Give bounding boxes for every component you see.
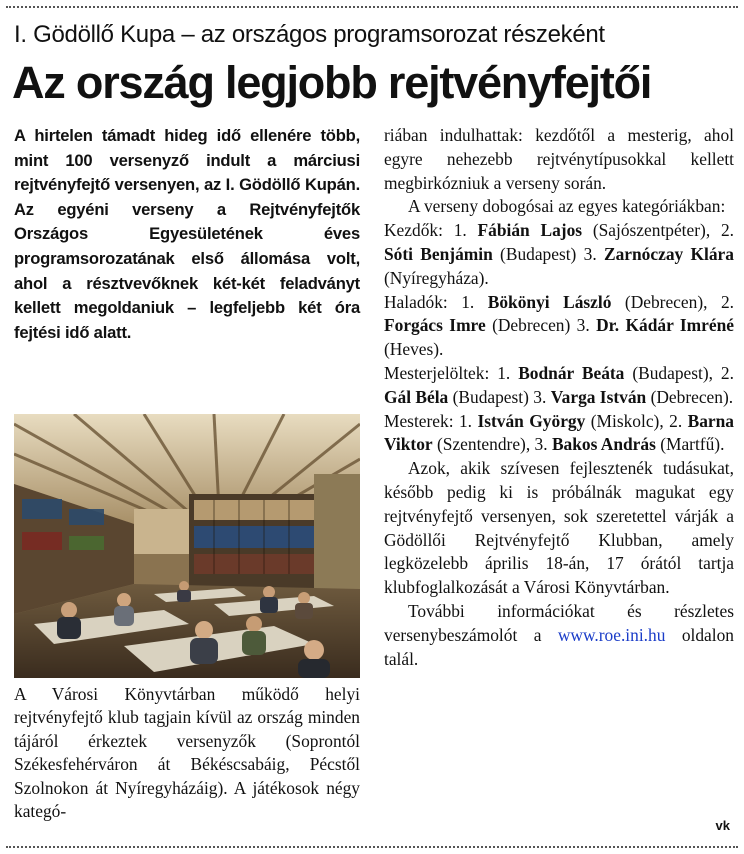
- category-kezdok: Kezdők: 1. Fábián Lajos (Sajószentpéter), 2. Sóti Benjámin (Budapest) 3. Zarnóczay Klára (Nyíregyháza).: [384, 220, 734, 288]
- website-link[interactable]: www.roe.ini.hu: [557, 624, 666, 645]
- headline: Az ország legjobb rejtvényfejtői: [12, 57, 652, 108]
- podium-intro: A verseny dobogósai az egyes kategóriákban:: [408, 196, 726, 217]
- info-paragraph: További információkat és részletes versenybeszámolót a www.roe.ini.hu oldalon talál.: [384, 600, 734, 669]
- category-haladok: Haladók: 1. Bökönyi László (Debrecen), 2. Forgács Imre (Debrecen) 3. Dr. Kádár Imréné (Heves).: [384, 291, 734, 360]
- category-mesterek: Mesterek: 1. István György (Miskolc), 2. Barna Viktor (Szentendre), 3. Bakos András (Martfű).: [384, 410, 734, 455]
- lead-paragraph: A hirtelen támadt hideg idő ellenére több, mint 100 versenyző indult a márciusi rejtvényfejtő versenyen, az I. Gödöllő Kupán. Az egyéni verseny a Rejtvényfejtők Országos Egyesületének éves programsorozatának első állomása volt, ahol a résztvevőknek két-két feladványt kellett megoldaniuk – legfeljebb két óra fejtési idő alatt.: [14, 126, 360, 342]
- right-column: [384, 124, 734, 671]
- author-signature: vk: [715, 818, 730, 833]
- continuation-paragraph: riában indulhattak: kezdőtől a mesterig, ahol egyre nehezebb rejtvénytípusokkal kellett megbirkózniuk a verseny során.: [384, 125, 734, 193]
- bottom-divider: [6, 846, 738, 848]
- left-column: [14, 124, 360, 345]
- body-left-paragraph: A Városi Könyvtárban működő helyi rejtvényfejtő klub tagjain kívül az ország minden tájáról érkeztek versenyzők (Soprontól Székesfehérváron át Békéscsabáig, Pécstől Szolnokon át Nyíregyházáig). A játékosok négy kategó-: [14, 684, 360, 822]
- top-divider: [6, 6, 738, 8]
- closing-paragraph: Azok, akik szívesen fejlesztenék tudásukat, később pedig ki is próbálnák magukat egy rejtvényfejtő versenyen, sok szeretettel várják a Gödöllői Rejtvényfejtő Klubban, amely legközelebb április 18-án, 17 órától tartja klubfoglalkozását a Városi Könyvtárban.: [384, 458, 734, 598]
- category-mesterjeloltek: Mesterjelöltek: 1. Bodnár Beáta (Budapest), 2. Gál Béla (Budapest) 3. Varga István (Debrecen).: [384, 362, 734, 407]
- library-photo: [14, 414, 360, 678]
- kicker: I. Gödöllő Kupa – az országos programsorozat részeként: [14, 21, 605, 48]
